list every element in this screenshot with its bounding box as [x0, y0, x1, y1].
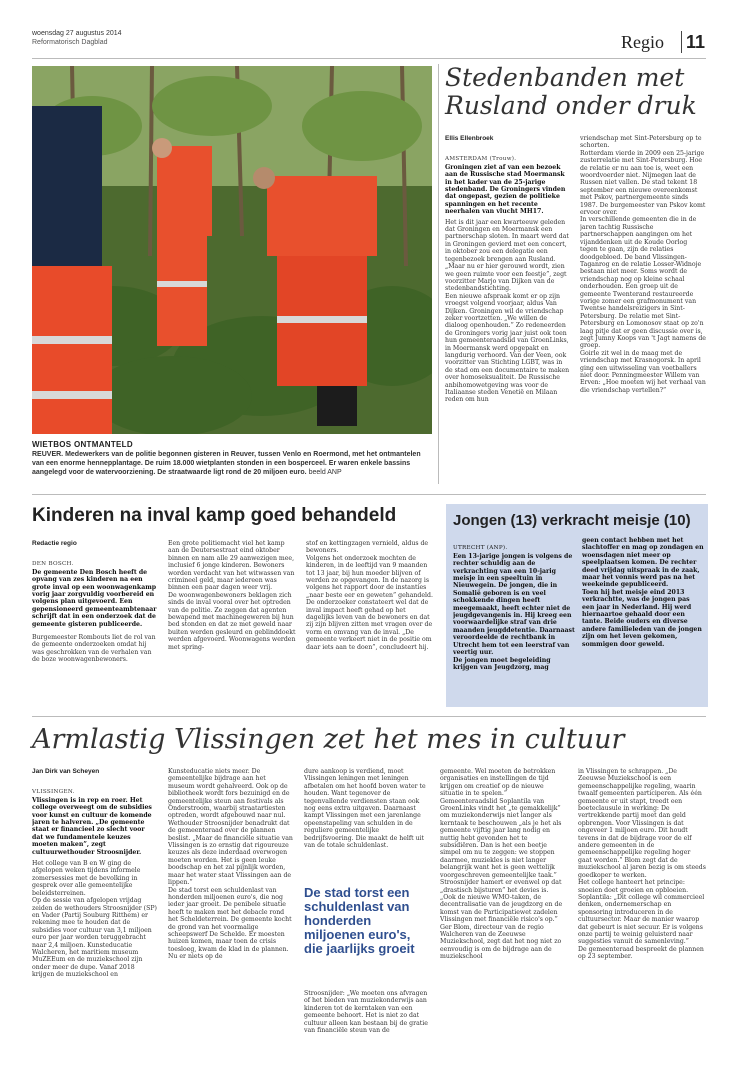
article2-column-3: stof en kettingzagen vernield, aldus de bewoners. Volgens het onderzoek mochten de kinderen, in de leeftijd van 9 maanden tot 13 jaar, bij hun moeder blijven of werden ze opgevangen. In de nazorg is volgens het rapport door de instanties „naar beste eer en geweten” gehandeld. De onderzoeker constateert wel dat de inval impact heeft gehad op het dagelijks leven van de bewoners en dat zij zijn blijven zitten met vragen over de vorm en omvang van de inval. „De gemeente verkeert niet in de positie om daar iets aan te doen”, concludeert hij.: [306, 540, 433, 651]
column-divider: [438, 64, 439, 484]
photo-credit: beeld ANP: [308, 469, 342, 476]
article1-column-1: AMSTERDAM (Trouw). Groningen ziet af van een bezoek aan de Russische stad Moermansk in het kader van de 25-jarige stedenband. De Groningers vinden dat ongepast, gezien de politieke spanningen en het recente neerhalen van vlucht MH17. Het is dit jaar een kwarteeuw geleden dat Groningen en Moermansk een partnerschap sloten. In maart werd dat in Groningen gevierd met een concert, in oktober zou een delegatie een tegenbezoek brengen aan Rusland. „Maar nu er hier gerouwd wordt, zien we geen ruimte voor een feestje”, zegt voorzitter Marjo van Dijken van de stedenbandstichting. Een nieuwe afspraak komt er op zijn vroegst volgend voorjaar, aldus Van Dijken. Groningen wil de vriendschap zeker voortzetten. „We willen de dialoog openhouden.” Zo redeneerden de Groningers vorig jaar juist ook toen hun gemeenteraadslid van GroenLinks, in Moermansk werd opgepakt en langdurig verhoord. Van der Veen, ook voorzitter van Stichting LGBT, was in de stad om een documentaire te maken over homoseksualiteit. De Russische anbihomowetgeving was voor de Italiaanse steden Venetië en Milaan reden om hun: [445, 156, 570, 404]
article4-column-2: Kunsteducatie niets meer. De gemeentelijke bijdrage aan het museum wordt gehalveerd. Ook op de bibliotheek wordt fors bezuinigd en de gemeentelijke steun aan festivals als Onderstroom, waarbij straatartiesten optreden, wordt afgebouwd naar nul. Wethouder Stroosnijder benadrukt dat de gemeenteraad over de plannen beslist. „Maar de financiële situatie van Vlissingen is zo ernstig dat rigoureuze keuzes als deze inderdaad overwogen moeten worden. Het is geen leuke boodschap en het zal pijnlijk worden, maar het water staat Vlissingen aan de lippen.” De stad torst een schuldenlast van honderden miljoenen euro's, die nog ieder jaar groeit. De penibele situatie heeft te maken met het debacle rond het Scheldeterrein. De gemeente kocht de grond van het voormalige scheepswerf De Schelde. Er moesten huizen komen, maar toen de crisis toesloeg, kwam de klad in de plannen. Nu er niets op de: [168, 768, 293, 961]
pull-quote: De stad torst een schuldenlast van honderden miljoenen euro's, die jaarlijks groeit: [304, 885, 415, 956]
article3-column-2: geen contact hebben met het slachtoffer en mag op zondagen en woensdagen niet meer op speelplaatsen komen. De rechter deed vrijdag uitspraak in de zaak, maar het vonnis werd pas na het weekeinde gepubliceerd. Toen hij het meisje eind 2013 verkrachtte, was de jongen pas een jaar in Nederland. Hij werd hiernaartoe gehaald door een tante. Beide ouders en diverse andere familieleden van de jongen zijn om het leven gekomen, sommigen door geweld.: [582, 537, 704, 648]
header-rule: [32, 58, 706, 59]
article2-headline: Kinderen na inval kamp goed behandeld: [32, 505, 397, 526]
article4-column-5: in Vlissingen te schrappen. „De Zeeuwse Muziekschool is een gemeenschappelijke regeling, waarin twaalf gemeenten participeren. Als één gemeente er uit stapt, treedt een boeteclausule in werking: De vertrekkende partij moet dan geld opbrengen. Voor Vlissingen is dat ongeveer 1 miljoen euro. Dit houdt tevens in dat de bijdrage voor de elf andere gemeenten in de gemeenschappelijke regeling hoger gaat worden.” Blom zegt dat de muziekschool al jaren bezig is om steeds goedkoper te werken. Het college hanteert het principe: snoeien doet groeien en opbloeien. Soplantila: „Dit college wil commercieel denken, ondernemerschap en sponsoring introduceren in de cultuursector. Maar de manier waarop dat gebeurt is niet secuur. Er is volgens onze partij te weinig geluisterd naar suggesties vanuit de samenleving.” De gemeenteraad bespreekt de plannen op 23 september.: [578, 768, 706, 961]
section-rule: [32, 716, 706, 717]
article1-column-2: vriendschap met Sint-Petersburg op te schorten. Rotterdam vierde in 2009 een 25-jarige zusterrelatie met Sint-Petersburg. Hoe de relatie er nu aan toe is, weet een woordvoerder niet. Nijmegen laat de Russen niet vallen. De stad tekent 18 september een nieuwe overeenkomst met Pskov, partnergemeente sinds 1987. De burgemeester van Pskov komt ervoor over. In verschillende gemeenten die in de jaren tachtig Russische partnerschappen aangingen om het vijanddenken uit de Koude Oorlog tegen te gaan, zijn de relaties doodgebloed. De band Vlissingen-Taganrog en de relatie Losser-Widnoje bestaan niet meer. Soms wordt de vriendschap nog op kleine schaal onderhouden. Een groep uit de gemeente Twenterand restaureerde vorige zomer een grafmonument van Twentse handelsreizigers in Sint-Petersburg. De relatie met Sint-Petersburg en Lomonosov staat op zo'n laag pitje dat er geen discussie over is, zegt Jumny Koops van 't Jagt namens de groep. Goirle zit wel in de maag met de vriendschap met Krasnogorsk. In april ging een uitwisseling van voetballers niet door. Penningmeester Willem van Erven: „Hoe moeten wij het verhaal van die vriendschap vertellen?”: [580, 135, 706, 394]
section-title: Regio: [621, 32, 664, 52]
news-photo: [32, 66, 432, 434]
photo-caption: [32, 450, 432, 477]
section-rule: [32, 494, 706, 495]
article1-byline: Ellis Ellenbroek: [445, 135, 494, 142]
article4-column-3-bottom: Stroosnijder: „We moeten ons afvragen of het bieden van muziekonderwijs aan kinderen tot de kerntaken van een gemeente behoort. Het is niet zo dat cultuur alleen kan bestaan bij de gratie van financiële steun van de: [304, 990, 428, 1035]
page-number: 11: [686, 32, 706, 52]
article1-headline: Stedenbanden met Rusland onder druk: [445, 63, 697, 120]
article2-byline: Redactie regio: [32, 540, 77, 547]
article4-column-3-top: dure aankoop is verdiend, moet Vlissingen leningen met leningen afbetalen om het hoofd boven water te houden. Want tegenover de tegenvallende verdiensten staan ook nog eens extra uitgaven. Daarnaast kampt Vlissingen met een jarenlange opeenstapeling van schulden in de reguliere gemeentelijke bedrijfsvoering. Die maakt de helft uit van de totale schuldenlast.: [304, 768, 426, 850]
article4-headline: Armlastig Vlissingen zet het mes in cultuur: [32, 724, 625, 755]
caption-text: Medewerkers van de politie begonnen gisteren in Reuver, tussen Venlo en Roermond, met het ontmantelen van een enorme hennepplantage. De ruim 18.000 wietplanten stonden in een bosperceel. Er waren enkele bassins aangelegd voor de watervoorziening. De straatwaarde ligt rond de 20 miljoen euro.: [32, 451, 421, 476]
article4-column-1: VLISSINGEN. Vlissingen is in rep en roer. Het college overweegt om de subsidies voor kunst en cultuur de komende jaren te halveren. „De gemeente staat er financieel zo slecht voor dat we fundamentele keuzes moeten maken”, zegt cultuurwethouder Stroosnijder. Het college van B en W ging de afgelopen weken tijdens informele zomersessies met de bevolking in gesprek over alle gemeentelijke beleidsterreinen. Op de sessie van afgelopen vrijdag zeiden de wethouders Stroosnijder (SP) en Vader (Partij Souburg Ritthem) er rekening mee te houden dat de subsidies voor cultuur van 3,1 miljoen euro per jaar worden teruggebracht naar 2,4 miljoen. Kunsteducatie Walcheren, het maritiem museum MuZEEum en de muziekschool zijn onder meer de dupe. Vanaf 2018 krijgen de muziekschool en: [32, 789, 157, 979]
newspaper-name: Reformatorisch Dagblad: [32, 39, 108, 46]
article2-column-2: Een grote politiemacht viel het kamp aan de Deutersestraat eind oktober binnen en nam alle 29 aanwezigen mee, inclusief 6 jonge kinderen. Bewoners worden verdacht van het witwassen van crimineel geld, maar iedereen was binnen een paar dagen weer vrij. De woonwagenbewoners beklagen zich sinds de inval vooral over het optreden van de politie. Ze zeggen dat agenten bewapend met machinegeweren bij hun bed stonden en dat ze met geweld naar buiten werden gesleurd en geblinddoekt werden afgevoerd. Woonwagens werden met spring-: [168, 540, 296, 651]
header-divider: [681, 31, 682, 53]
article3-headline: Jongen (13) verkracht meisje (10): [453, 512, 691, 529]
article2-column-1: DEN BOSCH. De gemeente Den Bosch heeft de opvang van zes kinderen na een grote inval op een woonwagenkamp vorig jaar zorgvuldig voorbereid en volgens plan uitgevoerd. Een gepensioneerd gemeenteambtenaar schrijft dat in een onderzoek dat de gemeente gisteren publiceerde. Burgemeester Rombouts liet de rol van de gemeente onderzoeken omdat hij was geschrokken van de verhalen van de boze woonwagenbewoners.: [32, 561, 157, 664]
issue-date: woensdag 27 augustus 2014: [32, 30, 122, 37]
article4-column-4: gemeente. Wel moeten de betrokken organisaties en instellingen de tijd krijgen om creatief op de nieuwe situatie in te spelen.” Gemeenteraadslid Soplantila van GroenLinks vindt het „te gemakkelijk” om muziekonderwijs niet langer als kerntaak te beschouwen „als je het als gemeente vijftig jaar lang nodig en nuttig hebt gevonden het te subsidiëren. Dan is het een beetje simpel om nu te zeggen: we stoppen daarmee, muziekles is niet langer belangrijk want het is geen wettelijk voorgeschreven gemeentelijke taak.” Stroosnijder hamert er evenwel op dat „drastisch bijsturen” het devies is. „Ook de nieuwe WMO-taken, de decentralisatie van de jeugdzorg en de komst van de Participatiewet zadelen Vlissingen met financiële risico's op.” Ger Blom, directeur van de regio Walcheren van de Zeeuwse Muziekschool, zegt dat het nog niet zo eenvoudig is om de bijdrage aan de muziekschool: [440, 768, 563, 961]
caption-place: REUVER.: [32, 451, 64, 458]
photo-caption-title: WIETBOS ONTMANTELD: [32, 440, 133, 449]
article4-byline: Jan Dirk van Scheyen: [32, 768, 100, 775]
article3-column-1: UTRECHT (ANP). Een 13-jarige jongen is volgens de rechter schuldig aan de verkrachting van een 10-jarig meisje in een speeltuin in Nieuwegein. De jongen, die in Somalië geboren is en veel schokkende dingen heeft meegemaakt, heeft echter niet de jeugdgevangenis in. Hij kreeg een voorwaardelijke straf van drie maanden jeugddetentie. Daarnaast veroordeelde de rechtbank in Utrecht hem tot een leerstraf van veertig uur. De jongen moet begeleiding krijgen van Jeugdzorg, mag: [453, 545, 575, 671]
